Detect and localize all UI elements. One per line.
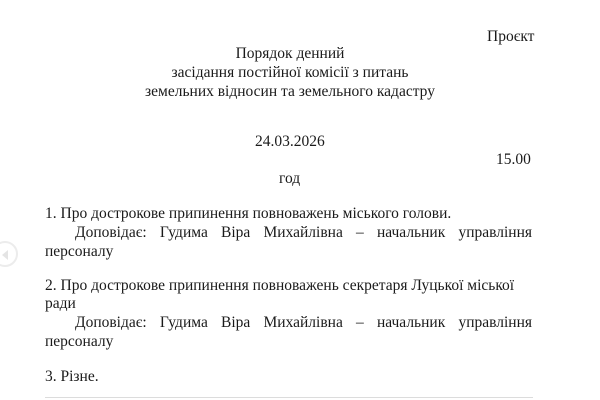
title-line-2: засідання постійної комісії з питань: [171, 64, 409, 81]
document-title: [60, 44, 520, 101]
document-status-label: Проєкт: [487, 28, 535, 45]
speaker-text: Доповідає: Гудима Віра Михайлівна – начальник управління: [75, 224, 532, 241]
agenda-item-1-speaker-continuation: персоналу: [45, 243, 114, 260]
prev-page-button[interactable]: [0, 241, 18, 267]
meeting-time: 15.00: [496, 151, 531, 168]
title-line-3: земельних відносин та земельного кадастру: [145, 83, 435, 100]
agenda-item-3-heading: 3. Різне.: [45, 368, 99, 385]
agenda-item-2-heading-continuation: ради: [45, 295, 76, 312]
speaker-text: Доповідає: Гудима Віра Михайлівна – начальник управління: [75, 314, 532, 331]
meeting-date: 24.03.2026: [255, 133, 325, 150]
agenda-item-2-speaker: [45, 314, 532, 332]
title-line-1: Порядок денний: [235, 45, 345, 62]
agenda-item-1-speaker: [45, 224, 532, 242]
agenda-item-2-heading: 2. Про дострокове припинення повноважень секретаря Луцької міської: [45, 277, 515, 294]
agenda-item-1-heading: 1. Про дострокове припинення повноважень міського голови.: [45, 205, 452, 222]
meeting-time-unit: год: [279, 170, 301, 187]
agenda-item-2-speaker-continuation: персоналу: [45, 333, 114, 350]
page-bottom-divider: [45, 397, 533, 398]
